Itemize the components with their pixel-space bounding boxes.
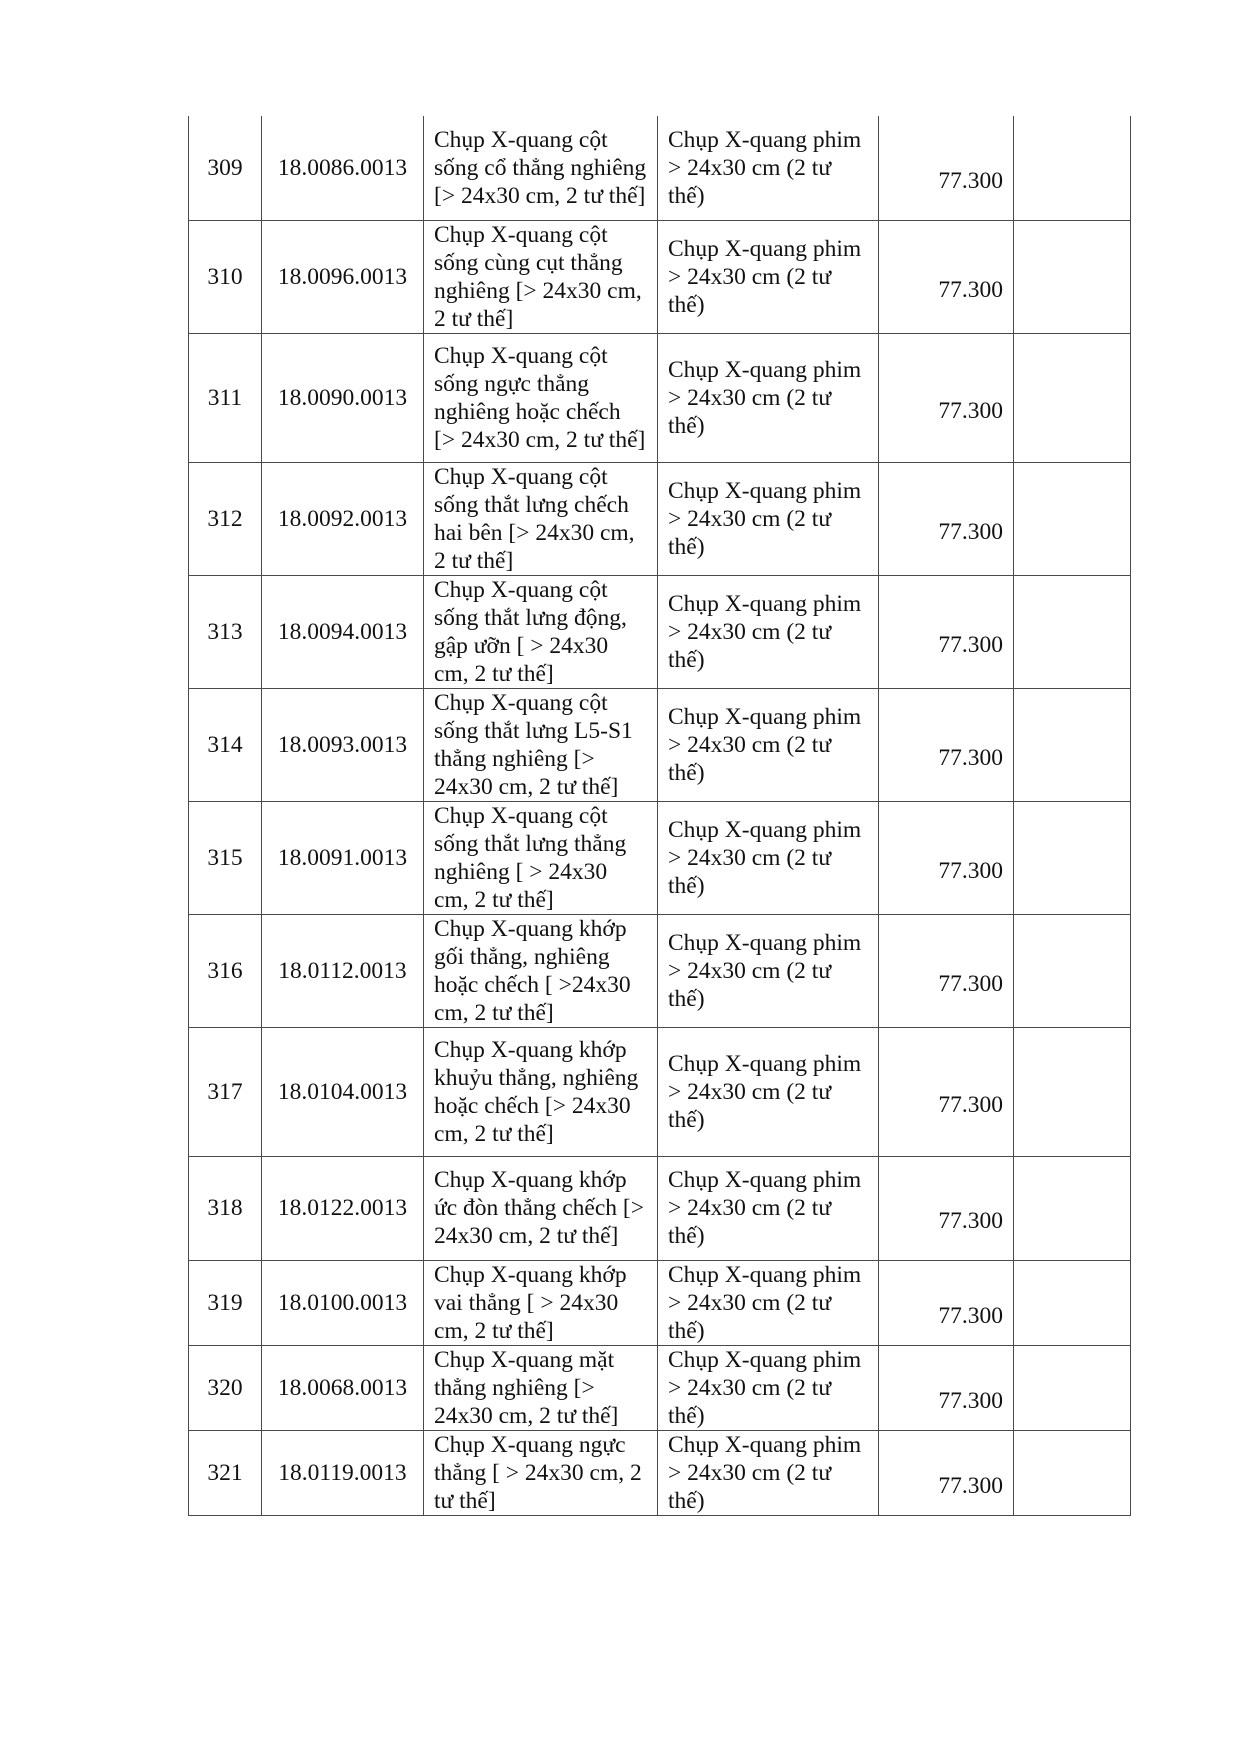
cell-note bbox=[1014, 220, 1131, 333]
table-row bbox=[189, 688, 1131, 801]
cell-note bbox=[1014, 1260, 1131, 1345]
cell-price: 77.300 bbox=[879, 220, 1014, 333]
cell-service-type: Chụp X-quang phim > 24x30 cm (2 tư thế) bbox=[658, 116, 879, 220]
cell-service-name: Chụp X-quang cột sống thắt lưng L5-S1 thẳng nghiêng [> 24x30 cm, 2 tư thế] bbox=[424, 688, 658, 801]
cell-note bbox=[1014, 1430, 1131, 1515]
table-row bbox=[189, 914, 1131, 1027]
table-row bbox=[189, 801, 1131, 914]
cell-service-name: Chụp X-quang cột sống ngực thẳng nghiêng hoặc chếch [> 24x30 cm, 2 tư thế] bbox=[424, 333, 658, 462]
table-row bbox=[189, 1156, 1131, 1260]
table-row bbox=[189, 1027, 1131, 1156]
cell-code: 18.0112.0013 bbox=[262, 914, 424, 1027]
cell-price: 77.300 bbox=[879, 462, 1014, 575]
cell-price: 77.300 bbox=[879, 1345, 1014, 1430]
cell-stt: 321 bbox=[189, 1430, 262, 1515]
cell-service-type: Chụp X-quang phim > 24x30 cm (2 tư thế) bbox=[658, 1156, 879, 1260]
cell-price: 77.300 bbox=[879, 575, 1014, 688]
cell-note bbox=[1014, 575, 1131, 688]
cell-service-type: Chụp X-quang phim > 24x30 cm (2 tư thế) bbox=[658, 1260, 879, 1345]
cell-service-type: Chụp X-quang phim > 24x30 cm (2 tư thế) bbox=[658, 688, 879, 801]
cell-stt: 316 bbox=[189, 914, 262, 1027]
table-row bbox=[189, 220, 1131, 333]
cell-code: 18.0090.0013 bbox=[262, 333, 424, 462]
cell-price: 77.300 bbox=[879, 1260, 1014, 1345]
cell-code: 18.0119.0013 bbox=[262, 1430, 424, 1515]
cell-service-name: Chụp X-quang cột sống thắt lưng động, gập ưỡn [ > 24x30 cm, 2 tư thế] bbox=[424, 575, 658, 688]
cell-service-name: Chụp X-quang khớp ức đòn thẳng chếch [> 24x30 cm, 2 tư thế] bbox=[424, 1156, 658, 1260]
table-row bbox=[189, 333, 1131, 462]
cell-price: 77.300 bbox=[879, 801, 1014, 914]
cell-note bbox=[1014, 1027, 1131, 1156]
cell-service-name: Chụp X-quang khớp khuỷu thẳng, nghiêng hoặc chếch [> 24x30 cm, 2 tư thế] bbox=[424, 1027, 658, 1156]
cell-service-name: Chụp X-quang cột sống thắt lưng chếch hai bên [> 24x30 cm, 2 tư thế] bbox=[424, 462, 658, 575]
price-table bbox=[188, 116, 1131, 1516]
cell-service-name: Chụp X-quang cột sống cổ thẳng nghiêng [> 24x30 cm, 2 tư thế] bbox=[424, 116, 658, 220]
table-body bbox=[189, 116, 1131, 1515]
cell-stt: 318 bbox=[189, 1156, 262, 1260]
cell-stt: 310 bbox=[189, 220, 262, 333]
cell-code: 18.0093.0013 bbox=[262, 688, 424, 801]
cell-stt: 312 bbox=[189, 462, 262, 575]
table-row bbox=[189, 116, 1131, 220]
cell-code: 18.0100.0013 bbox=[262, 1260, 424, 1345]
cell-note bbox=[1014, 688, 1131, 801]
cell-stt: 317 bbox=[189, 1027, 262, 1156]
cell-service-name: Chụp X-quang khớp vai thẳng [ > 24x30 cm, 2 tư thế] bbox=[424, 1260, 658, 1345]
table-row bbox=[189, 462, 1131, 575]
cell-service-name: Chụp X-quang cột sống thắt lưng thẳng nghiêng [ > 24x30 cm, 2 tư thế] bbox=[424, 801, 658, 914]
cell-code: 18.0092.0013 bbox=[262, 462, 424, 575]
cell-service-name: Chụp X-quang khớp gối thẳng, nghiêng hoặc chếch [ >24x30 cm, 2 tư thế] bbox=[424, 914, 658, 1027]
cell-stt: 309 bbox=[189, 116, 262, 220]
cell-price: 77.300 bbox=[879, 688, 1014, 801]
cell-price: 77.300 bbox=[879, 1027, 1014, 1156]
cell-code: 18.0096.0013 bbox=[262, 220, 424, 333]
cell-service-type: Chụp X-quang phim > 24x30 cm (2 tư thế) bbox=[658, 1345, 879, 1430]
cell-stt: 311 bbox=[189, 333, 262, 462]
cell-service-type: Chụp X-quang phim > 24x30 cm (2 tư thế) bbox=[658, 220, 879, 333]
cell-code: 18.0104.0013 bbox=[262, 1027, 424, 1156]
cell-code: 18.0091.0013 bbox=[262, 801, 424, 914]
cell-price: 77.300 bbox=[879, 1156, 1014, 1260]
cell-price: 77.300 bbox=[879, 914, 1014, 1027]
cell-service-name: Chụp X-quang ngực thẳng [ > 24x30 cm, 2 tư thế] bbox=[424, 1430, 658, 1515]
cell-note bbox=[1014, 116, 1131, 220]
cell-price: 77.300 bbox=[879, 116, 1014, 220]
cell-service-type: Chụp X-quang phim > 24x30 cm (2 tư thế) bbox=[658, 914, 879, 1027]
cell-service-name: Chụp X-quang cột sống cùng cụt thẳng nghiêng [> 24x30 cm, 2 tư thế] bbox=[424, 220, 658, 333]
table-row bbox=[189, 1430, 1131, 1515]
cell-note bbox=[1014, 914, 1131, 1027]
cell-service-type: Chụp X-quang phim > 24x30 cm (2 tư thế) bbox=[658, 462, 879, 575]
cell-stt: 313 bbox=[189, 575, 262, 688]
cell-service-type: Chụp X-quang phim > 24x30 cm (2 tư thế) bbox=[658, 1027, 879, 1156]
cell-note bbox=[1014, 1156, 1131, 1260]
cell-note bbox=[1014, 462, 1131, 575]
table-row bbox=[189, 575, 1131, 688]
cell-service-type: Chụp X-quang phim > 24x30 cm (2 tư thế) bbox=[658, 333, 879, 462]
cell-code: 18.0068.0013 bbox=[262, 1345, 424, 1430]
cell-service-type: Chụp X-quang phim > 24x30 cm (2 tư thế) bbox=[658, 1430, 879, 1515]
cell-stt: 320 bbox=[189, 1345, 262, 1430]
cell-stt: 315 bbox=[189, 801, 262, 914]
cell-service-type: Chụp X-quang phim > 24x30 cm (2 tư thế) bbox=[658, 575, 879, 688]
cell-price: 77.300 bbox=[879, 1430, 1014, 1515]
cell-note bbox=[1014, 1345, 1131, 1430]
cell-note bbox=[1014, 801, 1131, 914]
cell-stt: 314 bbox=[189, 688, 262, 801]
table-row bbox=[189, 1345, 1131, 1430]
cell-service-type: Chụp X-quang phim > 24x30 cm (2 tư thế) bbox=[658, 801, 879, 914]
cell-code: 18.0086.0013 bbox=[262, 116, 424, 220]
cell-service-name: Chụp X-quang mặt thẳng nghiêng [> 24x30 cm, 2 tư thế] bbox=[424, 1345, 658, 1430]
table-row bbox=[189, 1260, 1131, 1345]
cell-note bbox=[1014, 333, 1131, 462]
cell-price: 77.300 bbox=[879, 333, 1014, 462]
cell-code: 18.0094.0013 bbox=[262, 575, 424, 688]
cell-code: 18.0122.0013 bbox=[262, 1156, 424, 1260]
cell-stt: 319 bbox=[189, 1260, 262, 1345]
